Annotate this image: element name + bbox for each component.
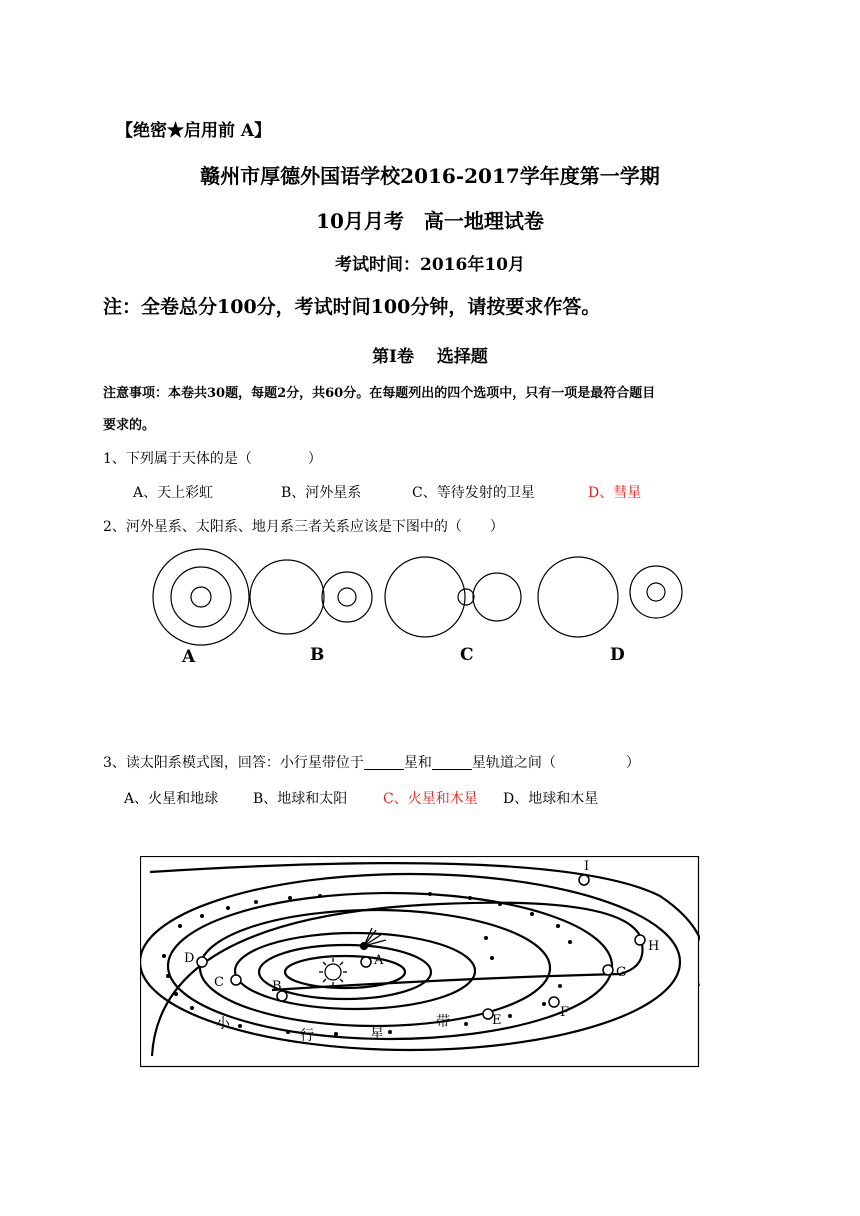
- planet-label-c: C: [214, 975, 224, 990]
- question-3-option-a: A、火星和地球: [124, 791, 219, 807]
- figure-option-b: [250, 560, 372, 634]
- planet-label-g: G: [616, 965, 627, 980]
- exam-title: 10月月考 高一地理试卷: [316, 209, 544, 233]
- question-3-stem-part-3: 星轨道之间（ ）: [471, 755, 640, 771]
- planet-label-i: I: [584, 859, 590, 874]
- belt-char-1: 小: [216, 1016, 230, 1032]
- belt-char-2: 行: [300, 1028, 314, 1044]
- figure-option-d: [538, 557, 682, 637]
- planet-f: [549, 997, 559, 1007]
- question-1-stem: 1、下列属于天体的是（ ）: [103, 451, 322, 467]
- planet-label-b: B: [272, 979, 282, 994]
- planet-label-d: D: [184, 951, 195, 966]
- planet-label-a: A: [374, 953, 384, 968]
- figure-label-d: D: [610, 645, 625, 665]
- question-1-option-d-answer: D、彗星: [588, 485, 642, 501]
- nested-circles-figure: [0, 540, 860, 680]
- question-3-stem-part-2: 星和: [403, 755, 432, 771]
- exam-time: 考试时间：2016年10月: [335, 255, 525, 275]
- figure-label-b: B: [310, 645, 325, 665]
- answer-blank-1: [364, 755, 404, 770]
- exam-note: 注：全卷总分100分，考试时间100分钟，请按要求作答。: [103, 296, 601, 318]
- question-3-stem: [103, 752, 640, 772]
- planet-label-f: F: [560, 1005, 570, 1020]
- planet-c: [231, 975, 241, 985]
- question-3-option-b: B、地球和太阳: [253, 791, 348, 807]
- planet-g: [603, 965, 613, 975]
- question-3-stem-part-1: 3、读太阳系模式图，回答：小行星带位于: [103, 755, 364, 771]
- planet-h: [635, 935, 645, 945]
- question-1-option-a: A、天上彩虹: [133, 485, 214, 501]
- belt-char-3: 星: [370, 1026, 384, 1042]
- planet-label-e: E: [492, 1013, 502, 1028]
- question-3-option-d: D、地球和木星: [503, 791, 599, 807]
- planet-label-h: H: [648, 939, 660, 954]
- figure-option-c: [385, 557, 521, 637]
- planet-d: [197, 957, 207, 967]
- school-title: 赣州市厚德外国语学校2016-2017学年度第一学期: [200, 164, 660, 188]
- figure-label-a: A: [182, 647, 196, 667]
- instructions-line-2: 要求的。: [103, 418, 156, 433]
- question-3-option-c-answer: C、火星和木星: [383, 791, 478, 807]
- diagram-frame: [141, 857, 699, 1067]
- question-2-stem: 2、河外星系、太阳系、地月系三者关系应该是下图中的（ ）: [103, 519, 504, 535]
- answer-blank-2: [432, 755, 472, 770]
- solar-system-diagram: [140, 856, 700, 1068]
- question-1-option-b: B、河外星系: [281, 485, 362, 501]
- figure-option-a: [153, 549, 249, 645]
- planet-i: [579, 875, 589, 885]
- instructions-line-1: 注意事项：本卷共30题，每题2分，共60分。在每题列出的四个选项中，只有一项是最符合题目: [103, 386, 656, 401]
- planet-a: [361, 957, 371, 967]
- figure-label-c: C: [460, 645, 474, 665]
- question-1-option-c: C、等待发射的卫星: [412, 485, 535, 501]
- section-title: 第Ⅰ卷 选择题: [372, 347, 488, 367]
- secret-tag: 【绝密★启用前 A】: [116, 121, 272, 141]
- belt-char-4: 带: [436, 1014, 450, 1030]
